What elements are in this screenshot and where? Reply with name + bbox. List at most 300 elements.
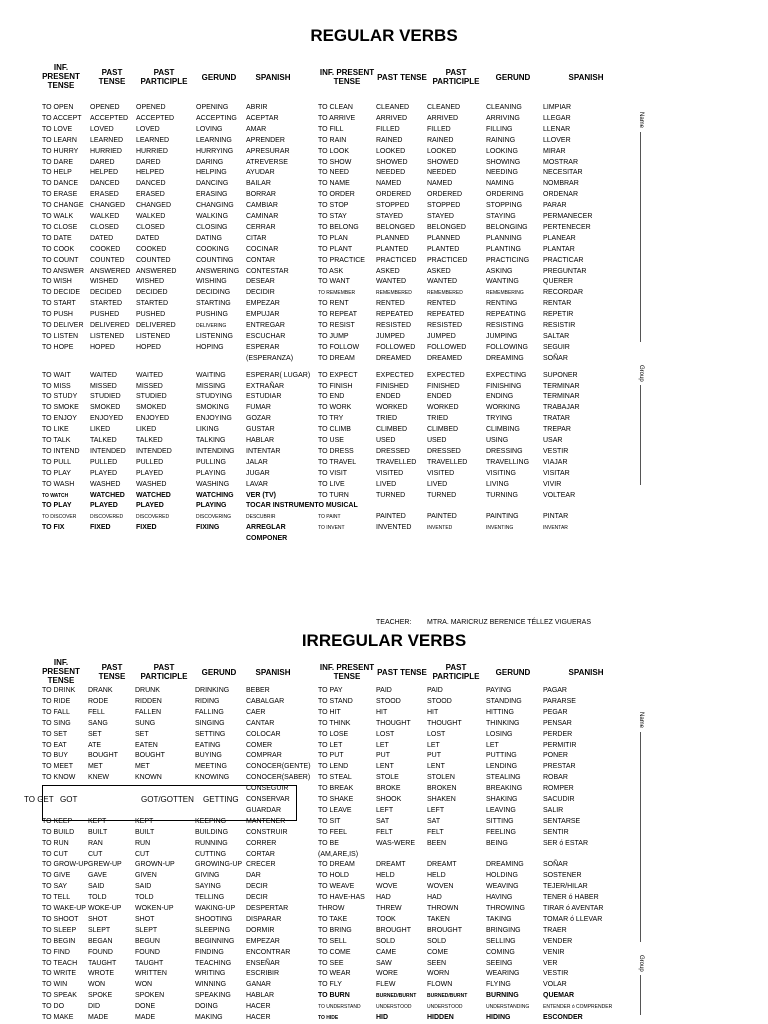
verb-cell-gerund: LISTENING bbox=[196, 332, 233, 340]
verb-cell-gerund: HURRYING bbox=[196, 147, 234, 155]
verb-cell-spanish: TREPAR bbox=[543, 426, 571, 434]
header-gerund bbox=[196, 668, 242, 677]
verb-cell-gerund: HIDING bbox=[486, 1014, 511, 1021]
verb-cell-past-participle: BEGUN bbox=[135, 937, 160, 945]
verb-cell-spanish: PLANEAR bbox=[543, 234, 576, 242]
verb-cell-past-participle: FLOWN bbox=[427, 981, 453, 989]
verb-cell-past-participle: DISCOVERED bbox=[136, 514, 170, 521]
verb-cell-spanish: DAR bbox=[246, 872, 261, 880]
verb-cell-past-participle: COOKED bbox=[136, 245, 167, 253]
verb-cell-infinitive: TO BUY bbox=[42, 752, 68, 760]
verb-cell-past-participle: ENJOYED bbox=[136, 415, 170, 423]
header-gerund-right bbox=[484, 668, 542, 677]
verb-cell-gerund: DRESSING bbox=[486, 447, 523, 455]
verb-cell-past-participle: ANSWERED bbox=[136, 267, 177, 275]
verb-cell-infinitive: TO BE bbox=[318, 839, 339, 847]
verb-cell-spanish: VER (TV) bbox=[246, 491, 276, 499]
verb-cell-infinitive: TO THINK bbox=[318, 719, 351, 727]
verb-cell-infinitive: TO INVENT bbox=[318, 525, 345, 532]
verb-cell-past-tense: MET bbox=[88, 763, 103, 771]
verb-cell-past-participle: SHOWED bbox=[427, 158, 459, 166]
verb-cell-past-tense: NEEDED bbox=[376, 169, 406, 177]
verb-cell-infinitive: TO INTEND bbox=[42, 447, 80, 455]
verb-cell-gerund: THINKING bbox=[486, 719, 520, 727]
header-inf-present-tense bbox=[38, 658, 84, 685]
verb-cell-past-tense: UNDERSTOOD bbox=[376, 1004, 412, 1011]
verb-cell-spanish: CRECER bbox=[246, 861, 276, 869]
verb-cell-spanish: ESTUDIAR bbox=[246, 393, 282, 401]
verb-cell-past-participle: GOT/GOTTEN bbox=[141, 795, 194, 804]
verb-cell-past-tense: WATCHED bbox=[90, 491, 125, 499]
verb-cell-past-participle: HELD bbox=[427, 872, 446, 880]
verb-cell-spanish: TEJER/HILAR bbox=[543, 883, 588, 891]
verb-cell-past-tense: LEFT bbox=[376, 806, 394, 814]
verb-cell-spanish: SOÑAR bbox=[543, 861, 568, 869]
verb-cell-past-participle: VISITED bbox=[427, 469, 455, 477]
verb-cell-past-participle: LOST bbox=[427, 730, 446, 738]
verb-cell-past-tense: WORE bbox=[376, 970, 398, 978]
verb-cell-infinitive: TO WRITE bbox=[42, 970, 77, 978]
verb-cell-infinitive: TO FIX bbox=[42, 524, 65, 532]
verb-cell-past-participle: LIVED bbox=[427, 480, 448, 488]
verb-cell-gerund: MEETING bbox=[195, 763, 227, 771]
verb-cell-past-participle: SMOKED bbox=[136, 404, 167, 412]
verb-cell-gerund: RIDING bbox=[195, 697, 220, 705]
verb-cell-gerund: DREAMING bbox=[486, 861, 524, 869]
header-past-participle bbox=[136, 68, 192, 86]
verb-cell-spanish: RESISTIR bbox=[543, 322, 576, 329]
verb-cell-past-participle: WISHED bbox=[136, 278, 164, 286]
verb-cell-infinitive: TO SHOW bbox=[318, 158, 352, 166]
verb-cell-gerund: DREAMING bbox=[486, 354, 524, 362]
header-inf-present-tense-right-line: INF. PRESENT bbox=[319, 663, 375, 672]
verb-cell-infinitive: TO START bbox=[42, 300, 76, 308]
verb-cell-gerund: SPEAKING bbox=[195, 992, 231, 1000]
header-spanish-right bbox=[560, 73, 612, 82]
verb-cell-gerund: USING bbox=[486, 437, 509, 444]
verb-cell-infinitive: TO CHANGE bbox=[42, 202, 84, 210]
verb-cell-past-tense: EXPECTED bbox=[376, 371, 414, 379]
verb-cell-infinitive: TO TURN bbox=[318, 491, 349, 499]
verb-cell-past-tense: DECIDED bbox=[90, 289, 122, 297]
verb-cell-past-tense: WAS-WERE bbox=[376, 839, 416, 847]
verb-cell-past-participle: WAITED bbox=[136, 371, 163, 379]
verb-cell-past-tense: BROUGHT bbox=[376, 926, 411, 934]
verb-cell-gerund: DRINKING bbox=[195, 687, 230, 694]
verb-cell-infinitive: TO LISTEN bbox=[42, 332, 79, 340]
verb-cell-gerund: ERASING bbox=[196, 191, 228, 199]
verb-cell-gerund: WEAVING bbox=[486, 883, 519, 891]
verb-cell-infinitive: TO UNDERSTAND bbox=[318, 1004, 361, 1011]
verb-cell-gerund: FALLING bbox=[195, 708, 224, 716]
header-inf-present-tense-line: INF. bbox=[53, 63, 69, 72]
verb-cell-past-participle: DONE bbox=[135, 1003, 156, 1011]
verb-cell-spanish: ORDENAR bbox=[543, 191, 579, 199]
verb-cell-infinitive: TO COUNT bbox=[42, 256, 79, 264]
header-past-tense-line: PAST bbox=[101, 663, 123, 672]
verb-cell-past-participle: RIDDEN bbox=[135, 697, 162, 705]
verb-cell-infinitive: TO STAY bbox=[318, 213, 347, 220]
verb-cell-spanish: COMPONER bbox=[246, 535, 288, 543]
verb-cell-past-tense: TRAVELLED bbox=[376, 458, 417, 466]
verb-cell-infinitive: TO DREAM bbox=[318, 861, 355, 869]
verb-cell-past-participle: ASKED bbox=[427, 267, 451, 275]
verb-cell-past-tense: DREAMED bbox=[376, 354, 412, 362]
verb-cell-past-tense: STOLE bbox=[376, 774, 399, 782]
verb-cell-past-participle: STARTED bbox=[136, 300, 169, 308]
header-past-participle-right-line: PAST bbox=[445, 663, 467, 672]
verb-cell-past-tense: KNEW bbox=[88, 774, 109, 782]
header-gerund-right bbox=[484, 73, 542, 82]
verb-cell-gerund: INTENDING bbox=[196, 447, 235, 455]
verb-cell-spanish: QUERER bbox=[543, 278, 573, 286]
verb-cell-spanish: SENTARSE bbox=[543, 817, 581, 825]
verb-cell-past-tense: SHOWED bbox=[376, 158, 408, 166]
verb-cell-gerund: RAINING bbox=[486, 136, 516, 144]
verb-cell-spanish: INTENTAR bbox=[246, 447, 281, 455]
verb-cell-past-tense: PLAYED bbox=[90, 502, 118, 510]
verb-cell-past-tense: SET bbox=[88, 730, 102, 738]
verb-cell-past-participle: PULLED bbox=[136, 458, 164, 466]
header-gerund-line: GERUND bbox=[201, 73, 237, 82]
verb-cell-past-participle: LOOKED bbox=[427, 147, 457, 155]
verb-cell-spanish: COMER bbox=[246, 741, 273, 749]
verb-cell-past-tense: RAINED bbox=[376, 136, 403, 144]
verb-cell-gerund: TRYING bbox=[486, 415, 513, 423]
verb-cell-past-participle: CLOSED bbox=[136, 223, 165, 231]
verb-cell-past-participle: BURNED/BURNT bbox=[427, 993, 468, 1000]
teacher-label: TEACHER: bbox=[376, 619, 412, 626]
verb-cell-past-participle: COUNTED bbox=[136, 256, 171, 264]
verb-cell-past-tense: COUNTED bbox=[90, 256, 125, 264]
verb-cell-infinitive: TO CLEAN bbox=[318, 104, 353, 111]
teacher-name: MTRA. MARICRUZ BERENICE TÉLLEZ VIGUERAS bbox=[427, 619, 592, 626]
verb-cell-past-tense: STAYED bbox=[376, 213, 403, 220]
verb-cell-gerund: DATING bbox=[196, 234, 222, 242]
header-past-participle-right bbox=[428, 663, 484, 681]
verb-cell-past-participle: TALKED bbox=[136, 437, 163, 444]
verb-cell-past-tense: FOUND bbox=[88, 948, 113, 956]
header-past-tense-right-line: PAST TENSE bbox=[377, 668, 427, 677]
verb-cell-infinitive: TO BUILD bbox=[42, 828, 75, 836]
verb-cell-past-participle: FIXED bbox=[136, 524, 157, 532]
verb-cell-past-participle: COME bbox=[427, 948, 448, 956]
verb-cell-spanish: NECESITAR bbox=[543, 169, 583, 177]
verb-cell-infinitive: TO FILL bbox=[318, 125, 344, 133]
verb-cell-past-participle: FOUND bbox=[135, 948, 160, 956]
verb-cell-infinitive: TO HIT bbox=[318, 708, 341, 716]
verb-cell-gerund: KEEPING bbox=[195, 817, 227, 825]
verb-cell-infinitive: (AM,ARE,IS) bbox=[318, 850, 359, 858]
verb-cell-gerund: PRACTICING bbox=[486, 256, 530, 264]
verb-cell-past-tense: PLANTED bbox=[376, 245, 409, 253]
verb-cell-past-tense: LISTENED bbox=[90, 332, 125, 340]
verb-cell-gerund: ENJOYING bbox=[196, 415, 232, 423]
verb-cell-infinitive: TO RIDE bbox=[42, 697, 71, 705]
verb-cell-spanish: CONSERVAR bbox=[246, 796, 290, 803]
verb-cell-infinitive: TO GIVE bbox=[42, 872, 71, 880]
verb-cell-infinitive: TO CLOSE bbox=[42, 223, 78, 231]
verb-cell-gerund: SHOOTING bbox=[195, 915, 233, 923]
header-past-tense-right bbox=[374, 668, 430, 677]
verb-cell-past-tense: ARRIVED bbox=[376, 114, 408, 122]
verb-cell-gerund: REPEATING bbox=[486, 311, 526, 319]
verb-cell-gerund: STUDYING bbox=[196, 393, 233, 401]
verb-cell-gerund: SAYING bbox=[195, 883, 221, 891]
verb-cell-past-tense: DREAMT bbox=[376, 861, 406, 869]
verb-cell-past-tense: LOST bbox=[376, 730, 395, 738]
verb-cell-past-participle: WRITTEN bbox=[135, 970, 167, 978]
verb-cell-infinitive: TO SELL bbox=[318, 937, 347, 945]
verb-cell-past-tense: INTENDED bbox=[90, 447, 126, 455]
verb-cell-infinitive: TO TAKE bbox=[318, 915, 348, 923]
verb-cell-past-tense: WANTED bbox=[376, 278, 407, 286]
verb-cell-spanish: CANTAR bbox=[246, 719, 275, 727]
verb-cell-infinitive: TO HOPE bbox=[42, 343, 74, 351]
verb-cell-spanish: ESPERAR( LUGAR) bbox=[246, 371, 311, 379]
verb-cell-spanish: ENSEÑAR bbox=[246, 959, 280, 967]
verb-cell-past-tense: WAITED bbox=[90, 371, 117, 379]
verb-cell-past-tense: FINISHED bbox=[376, 382, 409, 390]
verb-cell-spanish: TRAER bbox=[543, 926, 567, 934]
verb-cell-gerund: WATCHING bbox=[196, 491, 234, 499]
verb-cell-gerund: LET bbox=[486, 741, 499, 749]
verb-cell-past-participle: STAYED bbox=[427, 213, 454, 220]
header-spanish-right bbox=[560, 668, 612, 677]
verb-cell-spanish: AMAR bbox=[246, 125, 267, 133]
verb-cell-past-participle: CLIMBED bbox=[427, 426, 459, 434]
verb-cell-gerund: HAVING bbox=[486, 894, 513, 902]
verb-cell-past-tense: NAMED bbox=[376, 180, 402, 188]
verb-cell-past-participle: FELT bbox=[427, 828, 444, 836]
verb-cell-infinitive: TO WIN bbox=[42, 981, 68, 989]
verb-cell-infinitive: TO FINISH bbox=[318, 382, 353, 390]
verb-cell-gerund: PLAYING bbox=[196, 469, 226, 477]
verb-cell-spanish: TRATAR bbox=[543, 415, 570, 423]
verb-cell-gerund: STEALING bbox=[486, 774, 521, 782]
verb-cell-infinitive: TO LOSE bbox=[318, 730, 349, 738]
verb-cell-spanish: PERDER bbox=[543, 730, 573, 738]
verb-cell-spanish: ROBAR bbox=[543, 774, 568, 782]
header-past-participle-line: PAST bbox=[153, 663, 175, 672]
regular-verbs-title: REGULAR VERBS bbox=[310, 26, 458, 45]
verb-cell-spanish: REPETIR bbox=[543, 311, 574, 319]
verb-cell-past-tense: WON bbox=[88, 981, 106, 989]
verb-cell-gerund: LOVING bbox=[196, 125, 223, 133]
verb-cell-infinitive: TO WAKE-UP bbox=[42, 905, 86, 912]
verb-cell-infinitive: TO VISIT bbox=[318, 469, 348, 477]
header-inf-present-tense-line: INF. bbox=[53, 658, 69, 667]
verb-cell-gerund: WASHING bbox=[196, 480, 230, 488]
verb-cell-gerund: NAMING bbox=[486, 180, 514, 188]
header-spanish bbox=[250, 668, 296, 677]
verb-cell-infinitive: TO HOLD bbox=[318, 872, 349, 880]
verb-cell-gerund: HITTING bbox=[486, 708, 514, 716]
irregular-verbs-title: IRREGULAR VERBS bbox=[301, 631, 467, 650]
verb-cell-past-tense: CHANGED bbox=[90, 202, 126, 210]
verb-cell-gerund: EATING bbox=[195, 741, 221, 749]
verb-cell-gerund: COUNTING bbox=[196, 256, 234, 264]
verb-cell-gerund: PLANNING bbox=[486, 234, 522, 242]
header-gerund-right-line: GERUND bbox=[495, 73, 531, 82]
verb-cell-past-tense: STOOD bbox=[376, 697, 401, 705]
verb-cell-spanish: SALTAR bbox=[543, 332, 570, 340]
verb-cell-gerund: DISCOVERING bbox=[196, 514, 232, 521]
verb-cell-past-tense: STARTED bbox=[90, 300, 123, 308]
header-past-tense-line: TENSE bbox=[98, 672, 126, 681]
verb-cell-infinitive: TO PUT bbox=[318, 752, 344, 760]
verb-cell-past-participle: SPOKEN bbox=[135, 992, 165, 1000]
verb-cell-past-participle: PLAYED bbox=[136, 469, 164, 477]
group-line-bottom bbox=[640, 975, 641, 1015]
verb-cell-spanish: LLEGAR bbox=[543, 114, 571, 122]
verb-cell-spanish: FUMAR bbox=[246, 404, 271, 412]
verb-cell-infinitive: TO DO bbox=[42, 1003, 65, 1011]
verb-cell-infinitive: TO OPEN bbox=[42, 104, 74, 111]
verb-cell-infinitive: TO DRESS bbox=[318, 447, 354, 455]
verb-cell-spanish: PEGAR bbox=[543, 708, 568, 716]
header-spanish-line: SPANISH bbox=[255, 73, 291, 82]
header-inf-present-tense-right bbox=[312, 663, 382, 681]
verb-cell-infinitive: TO WORK bbox=[318, 404, 352, 412]
verb-cell-gerund: RESISTING bbox=[486, 322, 524, 329]
verb-cell-past-tense: SMOKED bbox=[90, 404, 121, 412]
verb-cell-spanish: RENTAR bbox=[543, 300, 572, 308]
header-past-tense bbox=[92, 663, 132, 681]
verb-cell-past-tense: TOOK bbox=[376, 915, 396, 923]
verb-cell-spanish: BEBER bbox=[246, 687, 270, 694]
verb-cell-infinitive: TO RUN bbox=[42, 839, 69, 847]
verb-cell-infinitive: TO ORDER bbox=[318, 191, 355, 199]
verb-cell-infinitive: TO TRY bbox=[318, 415, 344, 423]
verb-cell-past-tense: DRANK bbox=[88, 687, 113, 694]
verb-cell-spanish: CITAR bbox=[246, 234, 267, 242]
verb-cell-spanish: APRENDER bbox=[246, 136, 285, 144]
verb-cell-past-participle: FINISHED bbox=[427, 382, 460, 390]
verb-cell-past-tense: ENJOYED bbox=[90, 415, 124, 423]
verb-cell-gerund: ACCEPTING bbox=[196, 114, 237, 122]
verb-cell-spanish: ESCONDER bbox=[543, 1014, 583, 1021]
verb-cell-spanish: TENER ó HABER bbox=[543, 894, 599, 902]
header-spanish-line: SPANISH bbox=[255, 668, 291, 677]
verb-cell-spanish: CONTAR bbox=[246, 256, 276, 264]
verb-cell-past-participle: WORN bbox=[427, 970, 450, 978]
verb-cell-past-tense: LIKED bbox=[90, 426, 111, 434]
verb-cell-past-tense: USED bbox=[376, 437, 396, 444]
verb-cell-past-tense: TAUGHT bbox=[88, 959, 117, 967]
header-inf-present-tense-right-line: TENSE bbox=[333, 672, 361, 681]
verb-cell-infinitive: TO TRAVEL bbox=[318, 458, 357, 466]
verb-cell-gerund: SHAKING bbox=[486, 796, 518, 803]
verb-cell-infinitive: TO EXPECT bbox=[318, 371, 358, 379]
verb-cell-gerund: PULLING bbox=[196, 458, 226, 466]
verb-cell-past-tense: DARED bbox=[90, 158, 115, 166]
verb-cell-past-tense: OPENED bbox=[90, 104, 120, 111]
verb-cell-past-tense: WOKE-UP bbox=[88, 905, 122, 912]
header-inf-present-tense-line: TENSE bbox=[47, 81, 75, 90]
verb-cell-past-participle: THOUGHT bbox=[427, 719, 462, 727]
verb-cell-past-participle: NAMED bbox=[427, 180, 453, 188]
header-spanish-right-line: SPANISH bbox=[568, 73, 604, 82]
verb-cell-gerund: ORDERING bbox=[486, 191, 524, 199]
verb-cell-past-tense: SLEPT bbox=[88, 926, 111, 934]
verb-cell-gerund: HOPING bbox=[196, 343, 224, 351]
verb-cell-infinitive: TO REPEAT bbox=[318, 311, 358, 319]
verb-cell-past-tense: JUMPED bbox=[376, 332, 405, 340]
verb-cell-spanish: CORTAR bbox=[246, 850, 275, 858]
verb-cell-spanish: GANAR bbox=[246, 981, 271, 989]
header-gerund-line: GERUND bbox=[201, 668, 237, 677]
verb-cell-gerund: TELLING bbox=[195, 894, 225, 902]
verb-cell-past-participle: BELONGED bbox=[427, 223, 466, 231]
verb-cell-infinitive: TO SMOKE bbox=[42, 404, 79, 412]
verb-cell-spanish: PENSAR bbox=[543, 719, 572, 727]
verb-cell-infinitive: TO BURN bbox=[318, 992, 350, 1000]
verb-cell-past-tense: WORKED bbox=[376, 404, 408, 412]
verb-cell-spanish: QUEMAR bbox=[543, 992, 575, 1000]
header-past-tense-right bbox=[374, 73, 430, 82]
verb-cell-gerund: RENTING bbox=[486, 300, 518, 308]
verb-cell-infinitive: TO EAT bbox=[42, 741, 67, 749]
verb-cell-gerund: WAKING-UP bbox=[195, 905, 236, 912]
verb-cell-spanish: TERMINAR bbox=[543, 382, 580, 390]
verb-cell-past-tense: DISCOVERED bbox=[90, 514, 124, 521]
verb-cell-spanish: SER ó ESTAR bbox=[543, 839, 588, 847]
verb-cell-gerund: BURNING bbox=[486, 992, 519, 1000]
verb-cell-past-participle: SLEPT bbox=[135, 926, 158, 934]
verb-cell-past-participle: LEARNED bbox=[136, 136, 170, 144]
verb-cell-past-participle: EATEN bbox=[135, 741, 158, 749]
verb-cell-past-tense: MADE bbox=[88, 1014, 109, 1021]
verb-cell-past-participle: MADE bbox=[135, 1014, 156, 1021]
verb-cell-gerund: STARTING bbox=[196, 300, 231, 308]
verb-cell-spanish: TOCAR INSTRUMENTO MUSICAL bbox=[246, 502, 358, 510]
verb-cell-past-tense: PULLED bbox=[90, 458, 118, 466]
verb-cell-past-tense: STOPPED bbox=[376, 202, 410, 210]
verb-cell-past-participle: SHOT bbox=[135, 915, 155, 923]
header-past-participle bbox=[136, 663, 192, 681]
verb-cell-infinitive: TO WAIT bbox=[42, 371, 71, 379]
verb-cell-past-tense: SOLD bbox=[376, 937, 396, 945]
verb-cell-past-tense: CLOSED bbox=[90, 223, 119, 231]
group-label-top: Group bbox=[638, 365, 644, 382]
verb-cell-gerund: BEGINNING bbox=[195, 937, 235, 945]
verb-cell-past-tense: PAID bbox=[376, 687, 392, 694]
verb-cell-spanish: GUARDAR bbox=[246, 806, 282, 814]
verb-cell-past-tense: LET bbox=[376, 741, 389, 749]
verb-cell-gerund: WAITING bbox=[196, 371, 226, 379]
verb-cell-gerund: PAYING bbox=[486, 687, 512, 694]
verb-cell-infinitive: TO DARE bbox=[42, 158, 73, 166]
verb-cell-gerund: TEACHING bbox=[195, 959, 232, 967]
verb-cell-spanish: ATREVERSE bbox=[246, 158, 288, 166]
verb-cell-past-participle: PLANNED bbox=[427, 234, 461, 242]
verb-cell-infinitive: TO DISCOVER bbox=[42, 514, 77, 521]
group-line-top bbox=[640, 385, 641, 485]
verb-cell-infinitive: TO DRINK bbox=[42, 687, 76, 694]
verb-cell-spanish: CONOCER(SABER) bbox=[246, 774, 311, 782]
verb-cell-past-participle: BROKEN bbox=[427, 785, 457, 793]
verb-cell-spanish: SACUDIR bbox=[543, 796, 575, 803]
verb-cell-past-tense: DELIVERED bbox=[90, 322, 130, 329]
verb-cell-spanish: CAMINAR bbox=[246, 213, 279, 220]
verb-cell-infinitive: TO GET bbox=[24, 795, 54, 804]
verb-cell-gerund: SELLING bbox=[486, 937, 516, 945]
verb-cell-infinitive: TO DELIVER bbox=[42, 322, 84, 329]
verb-cell-spanish: PARARSE bbox=[543, 697, 576, 705]
verb-cell-spanish: CAER bbox=[246, 708, 266, 716]
verb-cell-spanish: GOZAR bbox=[246, 415, 271, 423]
